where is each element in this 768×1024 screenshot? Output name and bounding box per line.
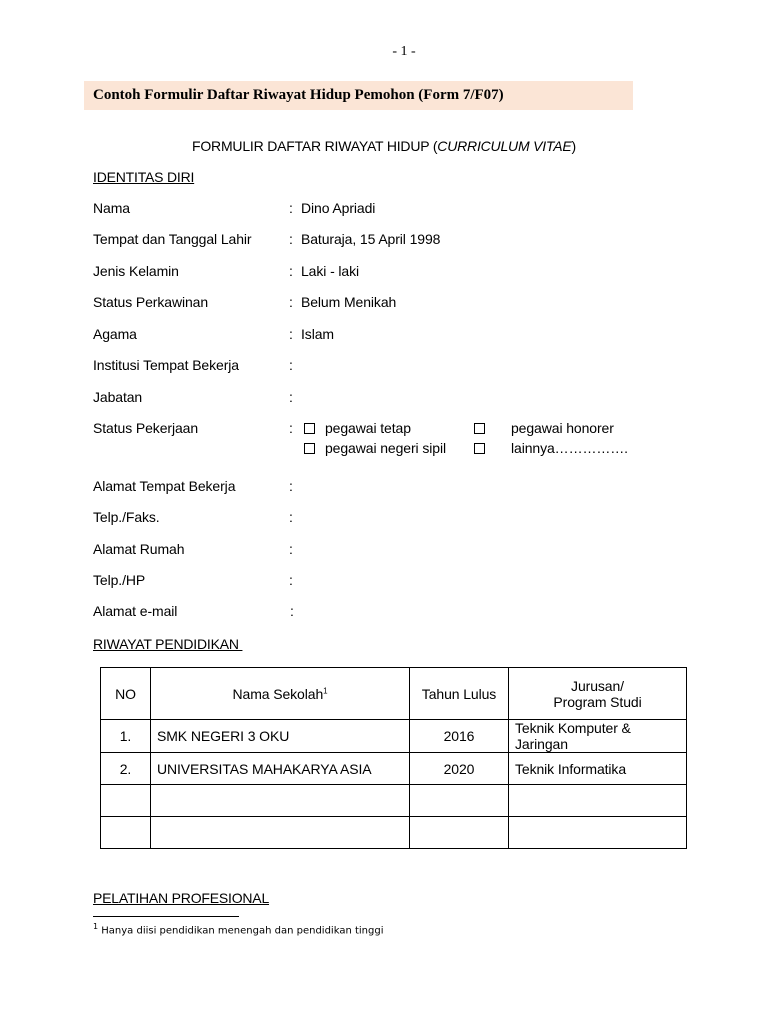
footnote-text: Hanya diisi pendidikan menengah dan pendidikan tinggi bbox=[98, 925, 384, 937]
field-colon: : bbox=[289, 389, 293, 405]
cell-year bbox=[410, 785, 509, 817]
checkbox-pegawai-negeri-sipil[interactable] bbox=[304, 443, 315, 454]
field-colon: : bbox=[289, 420, 293, 436]
table-header-row bbox=[101, 668, 687, 720]
cell-no bbox=[101, 817, 151, 849]
footnote-divider bbox=[93, 916, 239, 917]
page-number: - 1 - bbox=[392, 44, 416, 59]
field-label-nama: Nama bbox=[93, 200, 130, 216]
table-row bbox=[101, 720, 687, 753]
field-colon: : bbox=[289, 572, 293, 588]
col-header-school-label: Nama Sekolah bbox=[232, 685, 324, 702]
field-label-telp-hp: Telp./HP bbox=[93, 572, 146, 588]
field-value-nama: Dino Apriadi bbox=[301, 200, 376, 216]
option-label-pegawai-honorer: pegawai honorer bbox=[511, 420, 614, 436]
field-colon: : bbox=[289, 263, 293, 279]
field-label-alamat-tempat-bekerja: Alamat Tempat Bekerja bbox=[93, 478, 236, 494]
field-label-email: Alamat e-mail bbox=[93, 603, 178, 619]
cell-major: Teknik Komputer & Jaringan bbox=[509, 720, 687, 753]
col-header-major-line2: Program Studi bbox=[553, 693, 642, 710]
cell-year: 2016 bbox=[410, 720, 509, 753]
section-training-heading: PELATIHAN PROFESIONAL bbox=[93, 890, 270, 906]
field-colon: : bbox=[289, 509, 293, 525]
checkbox-pegawai-honorer[interactable] bbox=[474, 423, 485, 434]
field-label-institusi: Institusi Tempat Bekerja bbox=[93, 357, 239, 373]
col-header-school bbox=[151, 668, 410, 720]
option-label-pegawai-negeri-sipil: pegawai negeri sipil bbox=[325, 440, 446, 456]
field-value-status-perkawinan: Belum Menikah bbox=[301, 294, 397, 310]
cell-major bbox=[509, 817, 687, 849]
field-label-agama: Agama bbox=[93, 326, 137, 342]
section-identity-heading: IDENTITAS DIRI bbox=[93, 169, 195, 185]
field-value-ttl: Baturaja, 15 April 1998 bbox=[301, 231, 441, 247]
table-row bbox=[101, 817, 687, 849]
col-header-no: NO bbox=[101, 668, 151, 720]
cell-year: 2020 bbox=[410, 753, 509, 785]
checkbox-lainnya[interactable] bbox=[474, 443, 485, 454]
field-colon: : bbox=[289, 326, 293, 342]
option-label-lainnya: lainnya……………. bbox=[511, 440, 628, 456]
field-colon: : bbox=[289, 357, 293, 373]
cell-major bbox=[509, 785, 687, 817]
field-label-jabatan: Jabatan bbox=[93, 389, 143, 405]
checkbox-pegawai-tetap[interactable] bbox=[304, 423, 315, 434]
option-label-pegawai-tetap: pegawai tetap bbox=[325, 420, 411, 436]
field-value-jenis-kelamin: Laki - laki bbox=[301, 263, 360, 279]
field-colon: : bbox=[289, 541, 293, 557]
field-colon: : bbox=[289, 294, 293, 310]
field-label-status-pekerjaan: Status Pekerjaan bbox=[93, 420, 199, 436]
field-label-ttl: Tempat dan Tanggal Lahir bbox=[93, 231, 252, 247]
form-title-italic: CURRICULUM VITAE bbox=[437, 138, 572, 154]
footnote-ref: 1 bbox=[323, 685, 328, 695]
field-colon: : bbox=[289, 231, 293, 247]
cell-no bbox=[101, 785, 151, 817]
cell-school bbox=[151, 785, 410, 817]
banner-title: Contoh Formulir Daftar Riwayat Hidup Pemohon (Form 7/F07) bbox=[93, 87, 504, 103]
form-title bbox=[0, 138, 768, 154]
col-header-year: Tahun Lulus bbox=[410, 668, 509, 720]
cell-school: UNIVERSITAS MAHAKARYA ASIA bbox=[151, 753, 410, 785]
cell-major: Teknik Informatika bbox=[509, 753, 687, 785]
table-row bbox=[101, 753, 687, 785]
field-label-telp-faks: Telp./Faks. bbox=[93, 509, 160, 525]
field-colon: : bbox=[289, 200, 293, 216]
cell-no: 2. bbox=[101, 753, 151, 785]
section-education-heading: RIWAYAT PENDIDIKAN bbox=[93, 636, 243, 652]
field-value-agama: Islam bbox=[301, 326, 334, 342]
field-label-alamat-rumah: Alamat Rumah bbox=[93, 541, 185, 557]
form-banner bbox=[84, 81, 633, 110]
cell-school bbox=[151, 817, 410, 849]
cell-year bbox=[410, 817, 509, 849]
col-header-major-line1: Jurusan/ bbox=[571, 677, 624, 694]
cell-school: SMK NEGERI 3 OKU bbox=[151, 720, 410, 753]
table-row bbox=[101, 785, 687, 817]
field-label-status-perkawinan: Status Perkawinan bbox=[93, 294, 209, 310]
cell-no: 1. bbox=[101, 720, 151, 753]
education-table bbox=[100, 667, 687, 849]
field-colon: : bbox=[290, 603, 294, 619]
form-title-prefix: FORMULIR DAFTAR RIWAYAT HIDUP ( bbox=[192, 138, 438, 154]
field-colon: : bbox=[289, 478, 293, 494]
form-title-suffix: ) bbox=[571, 138, 576, 154]
col-header-major bbox=[509, 668, 687, 720]
footnote-mark: 1 bbox=[93, 922, 99, 931]
field-label-jenis-kelamin: Jenis Kelamin bbox=[93, 263, 179, 279]
footnote bbox=[93, 922, 383, 936]
